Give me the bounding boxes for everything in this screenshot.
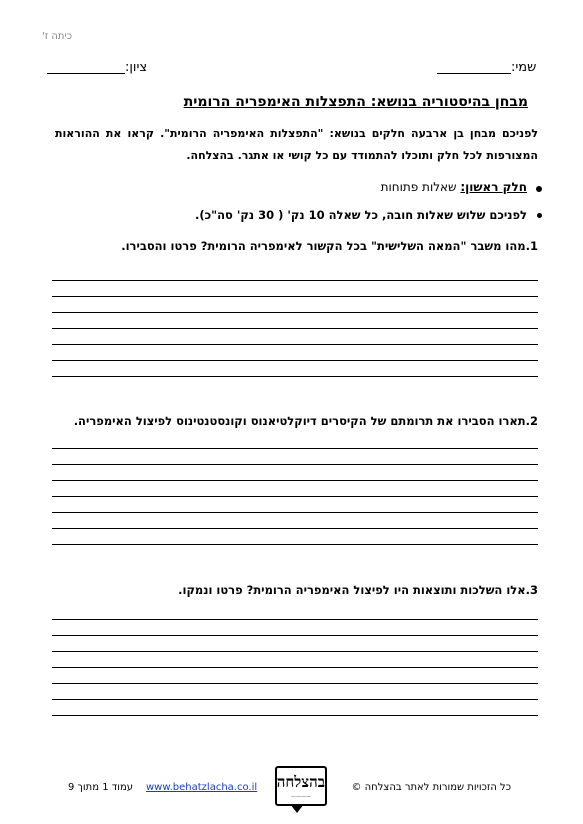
bullet-icon bbox=[536, 186, 542, 192]
question-number: 2. bbox=[525, 414, 538, 428]
part1-heading bbox=[381, 180, 527, 194]
page-number: עמוד 1 מתוך 9 bbox=[68, 782, 133, 793]
answer-line[interactable] bbox=[52, 619, 538, 620]
intro-text: לפניכם מבחן בן ארבעה חלקים בנושא: "התפצלות האימפריה הרומית". קראו את ההוראות המצורפות לכל חלק ותוכלו להתמודד עם כל קושי או אתגר. בהצלחה. bbox=[55, 127, 538, 162]
question-text: תארו הסבירו את תרומתם של הקיסרים דיוקלטיאנוס וקונסטנטינוס לפיצול האימפריה. bbox=[73, 414, 526, 428]
bullet-icon bbox=[537, 213, 542, 218]
question-text: אלו השלכות ותוצאות היו לפיצול האימפריה הרומית? פרטו ונמקו. bbox=[178, 583, 526, 597]
question-2 bbox=[74, 414, 538, 428]
answer-line[interactable] bbox=[52, 496, 538, 497]
site-link[interactable]: www.behatzlacha.co.il bbox=[146, 782, 258, 793]
logo-underline-icon: ———— bbox=[291, 794, 311, 800]
part1-heading-rest: שאלות פתוחות bbox=[380, 180, 461, 194]
question-number: 1. bbox=[525, 239, 538, 253]
answer-line[interactable] bbox=[52, 528, 538, 529]
answer-line[interactable] bbox=[52, 683, 538, 684]
site-logo bbox=[275, 766, 327, 806]
answer-line[interactable] bbox=[52, 699, 538, 700]
logo-speech-tail-icon bbox=[290, 804, 304, 813]
logo-text: בהצלחה bbox=[276, 773, 325, 791]
answer-line[interactable] bbox=[52, 544, 538, 545]
class-label: כיתה ז' bbox=[42, 31, 73, 42]
part1-instruction: לפניכם שלוש שאלות חובה, כל שאלה 10 נק' ( 30 נק' סה"כ). bbox=[195, 208, 527, 222]
answer-line[interactable] bbox=[52, 328, 538, 329]
question-3 bbox=[178, 583, 538, 597]
name-field[interactable] bbox=[437, 73, 511, 74]
answer-line[interactable] bbox=[52, 667, 538, 668]
answer-line[interactable] bbox=[52, 480, 538, 481]
question-1 bbox=[121, 239, 538, 253]
grade-label: ציון: bbox=[125, 60, 148, 75]
question-text: מהו משבר "המאה השלישית" בכל הקשור לאימפריה הרומית? פרטו והסבירו. bbox=[121, 239, 526, 253]
answer-line[interactable] bbox=[52, 312, 538, 313]
answer-line[interactable] bbox=[52, 512, 538, 513]
part1-heading-label: חלק ראשון: bbox=[460, 180, 527, 194]
answer-line[interactable] bbox=[52, 651, 538, 652]
answer-line[interactable] bbox=[52, 448, 538, 449]
answer-line[interactable] bbox=[52, 296, 538, 297]
answer-line[interactable] bbox=[52, 715, 538, 716]
answer-line[interactable] bbox=[52, 344, 538, 345]
answer-line[interactable] bbox=[52, 280, 538, 281]
answer-line[interactable] bbox=[52, 635, 538, 636]
question-number: 3. bbox=[525, 583, 538, 597]
answer-line[interactable] bbox=[52, 376, 538, 377]
answer-line[interactable] bbox=[52, 360, 538, 361]
page-title: מבחן בהיסטוריה בנושא: התפצלות האימפריה הרומית bbox=[183, 94, 528, 110]
answer-line[interactable] bbox=[52, 464, 538, 465]
name-label: שמי: bbox=[511, 60, 537, 75]
copyright-text: כל הזכויות שמורות לאתר בהצלחה © bbox=[351, 782, 511, 793]
grade-field[interactable] bbox=[47, 73, 125, 74]
